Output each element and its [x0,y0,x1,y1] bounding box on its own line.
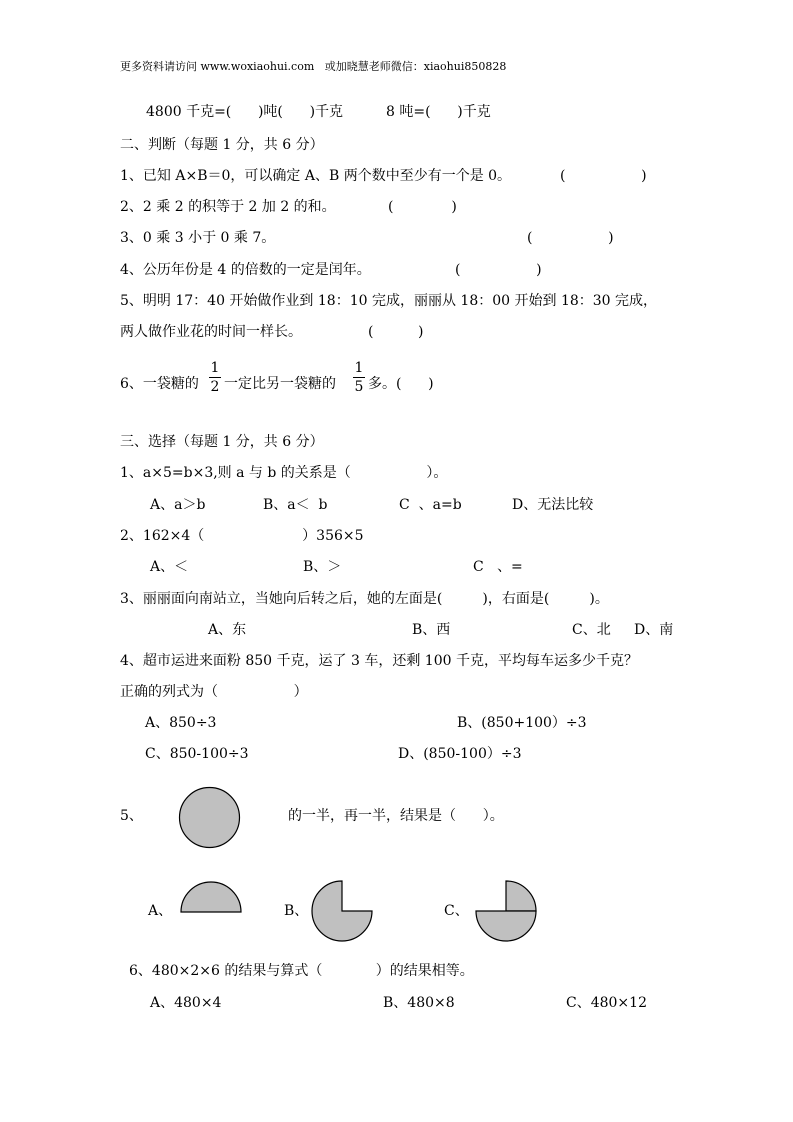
fraction-bar [209,377,221,378]
judge-q5-line1: 5、明明 17：40 开始做作业到 18：10 完成，丽丽从 18：00 开始到 18：30 完成， [120,293,658,309]
section-judge-title: 二、判断（每题 1 分，共 6 分） [120,137,324,153]
choice-q6-option-b[interactable]: B、480×8 [383,995,455,1011]
choice-q3-option-d[interactable]: D、南 [634,622,674,638]
choice-q4-line1: 4、超市运进来面粉 850 千克，运了 3 车，还剩 100 千克，平均每车运多少千克？ [120,653,638,669]
quarter-circles-shape[interactable] [475,880,537,942]
choice-q5-option-b[interactable]: B、 [284,903,309,919]
judge-q4-answer-paren[interactable]: ( ) [455,262,542,278]
unit-conversion-1: 4800 千克=( )吨( )千克 [146,104,344,120]
choice-q2-option-c[interactable]: C 、= [473,559,523,575]
choice-q3-option-a[interactable]: A、东 [208,622,247,638]
fraction-numerator: 1 [354,360,364,376]
choice-q4-line2: 正确的列式为（ ） [120,684,308,700]
choice-q1-option-b[interactable]: B、a＜ b [263,497,328,513]
unit-conversion-2: 8 吨=( )千克 [386,104,491,120]
page-header: 更多资料请访问 www.woxiaohui.com 或加晓慧老师微信：xiaohui850828 [120,60,507,73]
choice-q4-option-b[interactable]: B、(850+100）÷3 [457,715,587,731]
judge-q1-answer-paren[interactable]: ( ) [560,168,647,184]
judge-q6-mid: 一定比另一袋糖的 [224,376,336,392]
choice-q1-option-c[interactable]: C 、a=b [399,497,462,513]
judge-q5-answer-paren[interactable]: ( ) [368,324,424,340]
three-quarter-circle-shape[interactable] [311,880,373,942]
choice-q4-option-a[interactable]: A、850÷3 [145,715,217,731]
choice-q3-text: 3、丽丽面向南站立，当她向后转之后，她的左面是( )，右面是( )。 [120,591,609,607]
judge-q5-line2: 两人做作业花的时间一样长。 [120,324,302,340]
fraction-denominator: 5 [354,379,364,395]
choice-q5-text: 的一半，再一半，结果是（ ）。 [288,808,504,824]
judge-q2-text: 2、2 乘 2 的积等于 2 加 2 的和。 [120,199,336,215]
fraction-denominator: 2 [210,379,220,395]
choice-q3-option-b[interactable]: B、西 [412,622,451,638]
choice-q1-text: 1、a×5=b×3,则 a 与 b 的关系是（ ）。 [120,465,448,481]
section-choice-title: 三、选择（每题 1 分，共 6 分） [120,434,324,450]
fraction-one-fifth [353,360,365,395]
choice-q2-text: 2、162×4（ ）356×5 [120,528,364,544]
judge-q6-pre: 6、一袋糖的 [120,376,199,392]
judge-q1-text: 1、已知 A×B＝0，可以确定 A、B 两个数中至少有一个是 0。 [120,168,512,184]
choice-q1-option-d[interactable]: D、无法比较 [512,497,594,513]
half-circle-shape[interactable] [180,880,242,913]
choice-q4-option-d[interactable]: D、(850-100）÷3 [398,746,522,762]
judge-q3-answer-paren[interactable]: ( ) [527,230,614,246]
choice-q4-option-c[interactable]: C、850-100÷3 [145,746,249,762]
full-circle-shape [178,786,241,849]
choice-q1-option-a[interactable]: A、a＞b [150,497,206,513]
choice-q6-option-c[interactable]: C、480×12 [566,995,647,1011]
choice-q5-option-a[interactable]: A、 [148,903,173,919]
judge-q2-answer-paren[interactable]: ( ) [388,199,457,215]
judge-q3-text: 3、0 乘 3 小于 0 乘 7。 [120,230,276,246]
choice-q6-option-a[interactable]: A、480×4 [150,995,222,1011]
choice-q5-number: 5、 [120,808,143,824]
choice-q2-option-a[interactable]: A、＜ [150,559,189,575]
judge-q4-text: 4、公历年份是 4 的倍数的一定是闰年。 [120,262,371,278]
fraction-one-half [209,360,221,395]
judge-q6-post: 多。( ) [368,376,434,392]
choice-q5-option-c[interactable]: C、 [444,903,469,919]
fraction-bar [353,377,365,378]
fraction-numerator: 1 [210,360,220,376]
choice-q3-option-c[interactable]: C、北 [572,622,611,638]
choice-q6-text: 6、480×2×6 的结果与算式（ ）的结果相等。 [129,963,474,979]
choice-q2-option-b[interactable]: B、＞ [303,559,342,575]
